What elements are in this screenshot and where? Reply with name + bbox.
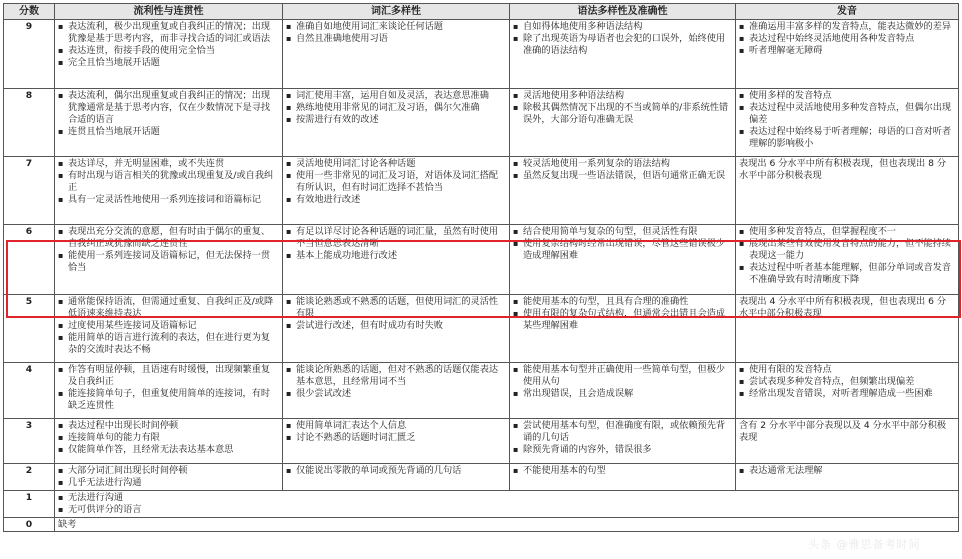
pronunciation-cell [736, 464, 959, 491]
header-pronunciation: 发音 [736, 4, 959, 20]
ielts-speaking-rubric-table [3, 3, 959, 532]
descriptor-item: ▪ 表达过程中始终易于听者理解；母语的口音对听者理解的影响极小 [739, 126, 955, 150]
grammar-cell [510, 20, 736, 89]
descriptor-item: ▪ 过度使用某些连接词及语篇标记 [58, 320, 279, 332]
fluency-cell [55, 20, 283, 89]
band-score: 7 [4, 157, 55, 225]
descriptor-item: ▪ 很少尝试改述 [286, 388, 506, 400]
fluency-cell [55, 225, 283, 295]
band-score: 8 [4, 89, 55, 157]
table-row [4, 464, 959, 491]
descriptor-item: ▪ 具有一定灵活性地使用一系列连接词和语篇标记 [58, 194, 279, 206]
header-row [4, 4, 959, 20]
merged-descriptor-cell [55, 491, 959, 518]
descriptor-item: ▪ 作答有明显停顿，且语速有时缓慢，出现频繁重复及自我纠正 [58, 364, 279, 388]
descriptor-item: ▪ 有效地进行改述 [286, 194, 506, 206]
descriptor-item: ▪ 几乎无法进行沟通 [58, 477, 279, 489]
descriptor-item: ▪ 能使用基本句型并正确使用一些简单句型，但极少使用从句 [513, 364, 732, 388]
header-score: 分数 [4, 4, 55, 20]
descriptor-item: ▪ 有时出现与语言相关的犹豫或出现重复及/或自我纠正 [58, 170, 279, 194]
descriptor-item: ▪ 讨论不熟悉的话题时词汇匮乏 [286, 432, 506, 444]
grammar-cell [510, 419, 736, 464]
table-row [4, 419, 959, 464]
descriptor-item: ▪ 尝试使用基本句型，但准确度有限，或依赖预先背诵的几句话 [513, 420, 732, 444]
lexical-cell [283, 20, 510, 89]
band-score: 5 [4, 295, 55, 363]
descriptor-item: ▪ 词汇使用丰富，运用自如及灵活，表达意思准确 [286, 90, 506, 102]
header-fluency: 流利性与连贯性 [55, 4, 283, 20]
descriptor-item: ▪ 使用一些非常见的词汇及习语，对语体及词汇搭配有所认识，但有时词汇选择不甚恰当 [286, 170, 506, 194]
descriptor-item: ▪ 能连接简单句子，但重复使用简单的连接词，有时缺乏连贯性 [58, 388, 279, 412]
descriptor-item: ▪ 表现出充分交流的意愿，但有时由于偶尔的重复、自我纠正或犹豫而缺乏连贯性 [58, 226, 279, 250]
fluency-cell [55, 295, 283, 363]
descriptor-item: ▪ 按需进行有效的改述 [286, 114, 506, 126]
fluency-cell [55, 89, 283, 157]
header-lexical: 词汇多样性 [283, 4, 510, 20]
table-row [4, 518, 959, 532]
fluency-cell [55, 363, 283, 419]
descriptor-text: 表现出 4 分水平中所有积极表现，但也表现出 6 分水平中部分积极表现 [739, 296, 947, 319]
table-row [4, 225, 959, 295]
fluency-cell [55, 419, 283, 464]
fluency-cell [55, 157, 283, 225]
descriptor-item: ▪ 灵活地使用多种语法结构 [513, 90, 732, 102]
fluency-cell [55, 464, 283, 491]
descriptor-item: ▪ 常出现错误，且会造成误解 [513, 388, 732, 400]
band-score: 4 [4, 363, 55, 419]
descriptor-item: ▪ 表达通常无法理解 [739, 465, 955, 477]
watermark: 头条 @雅思备考时间 [808, 538, 921, 551]
merged-descriptor-cell [55, 518, 959, 532]
descriptor-item: ▪ 有足以详尽讨论各种话题的词汇量，虽然有时使用不当但意思表达清晰 [286, 226, 506, 250]
lexical-cell [283, 419, 510, 464]
descriptor-item: ▪ 表达连贯，衔接手段的使用完全恰当 [58, 45, 279, 57]
descriptor-item: ▪ 使用复杂结构时经常出现错误，尽管这些错误极少造成理解困难 [513, 238, 732, 262]
descriptor-item: ▪ 连接简单句的能力有限 [58, 432, 279, 444]
grammar-cell [510, 295, 736, 363]
descriptor-item: ▪ 表达流利，偶尔出现重复或自我纠正的情况；出现犹豫通常是基于思考内容，仅在少数情况下是寻找合适的语言 [58, 90, 279, 126]
descriptor-item: ▪ 准确运用丰富多样的发音特点，能表达微妙的差异 [739, 21, 955, 33]
descriptor-item: ▪ 无法进行沟通 [58, 492, 955, 504]
descriptor-item: ▪ 除极其偶然情况下出现的不当或简单的/非系统性错误外，大部分语句准确无误 [513, 102, 732, 126]
grammar-cell [510, 89, 736, 157]
descriptor-item: ▪ 表达过程中始终灵活地使用各种发音特点 [739, 33, 955, 45]
descriptor-item: ▪ 除预先背诵的内容外，错误很多 [513, 444, 732, 456]
grammar-cell [510, 225, 736, 295]
pronunciation-cell [736, 419, 959, 464]
descriptor-item: ▪ 完全且恰当地展开话题 [58, 57, 279, 69]
band-score: 3 [4, 419, 55, 464]
table-row [4, 491, 959, 518]
descriptor-item: ▪ 能使用基本的句型，且具有合理的准确性 [513, 296, 732, 308]
band-score: 2 [4, 464, 55, 491]
descriptor-text: 缺考 [58, 519, 77, 530]
descriptor-item: ▪ 准确自如地使用词汇来谈论任何话题 [286, 21, 506, 33]
descriptor-item: ▪ 仅能简单作答，且经常无法表达基本意思 [58, 444, 279, 456]
lexical-cell [283, 157, 510, 225]
descriptor-item: ▪ 听者理解毫无障碍 [739, 45, 955, 57]
descriptor-item: ▪ 能用简单的语言进行流利的表达，但在进行更为复杂的交流时表达不畅 [58, 332, 279, 356]
pronunciation-cell [736, 225, 959, 295]
pronunciation-cell [736, 363, 959, 419]
descriptor-item: ▪ 表达详尽，并无明显困难，或不失连贯 [58, 158, 279, 170]
descriptor-item: ▪ 无可供评分的语言 [58, 504, 955, 516]
grammar-cell [510, 464, 736, 491]
grammar-cell [510, 363, 736, 419]
descriptor-item: ▪ 尝试表现多种发音特点，但频繁出现偏差 [739, 376, 955, 388]
lexical-cell [283, 295, 510, 363]
descriptor-item: ▪ 使用有限的发音特点 [739, 364, 955, 376]
descriptor-item: ▪ 表达过程中出现长时间停顿 [58, 420, 279, 432]
descriptor-item: ▪ 表达过程中听者基本能理解，但部分单词或音发音不准确导致有时清晰度下降 [739, 262, 955, 286]
descriptor-item: ▪ 基本上能成功地进行改述 [286, 250, 506, 262]
lexical-cell [283, 363, 510, 419]
table-row [4, 89, 959, 157]
descriptor-item: ▪ 使用有限的复杂句式结构，但通常会出错且会造成某些理解困难 [513, 308, 732, 332]
table-row [4, 295, 959, 363]
descriptor-item: ▪ 自如得体地使用多种语法结构 [513, 21, 732, 33]
descriptor-item: ▪ 灵活地使用词汇讨论各种话题 [286, 158, 506, 170]
descriptor-item: ▪ 除了出现英语为母语者也会犯的口误外，始终使用准确的语法结构 [513, 33, 732, 57]
descriptor-item: ▪ 使用多样的发音特点 [739, 90, 955, 102]
descriptor-item: ▪ 尝试进行改述，但有时成功有时失败 [286, 320, 506, 332]
descriptor-text: 表现出 6 分水平中所有积极表现，但也表现出 8 分水平中部分积极表现 [739, 158, 947, 181]
descriptor-item: ▪ 使用多种发音特点，但掌握程度不一 [739, 226, 955, 238]
descriptor-item: ▪ 通常能保持语流，但需通过重复、自我纠正及/或降低语速来维持表达 [58, 296, 279, 320]
table-row [4, 20, 959, 89]
descriptor-item: ▪ 经常出现发音错误，对听者理解造成一些困难 [739, 388, 955, 400]
descriptor-text: 含有 2 分水平中部分表现以及 4 分水平中部分积极表现 [739, 420, 947, 443]
pronunciation-cell [736, 89, 959, 157]
lexical-cell [283, 464, 510, 491]
descriptor-item: ▪ 不能使用基本的句型 [513, 465, 732, 477]
descriptor-item: ▪ 仅能说出零散的单词或预先背诵的几句话 [286, 465, 506, 477]
lexical-cell [283, 225, 510, 295]
table-row [4, 157, 959, 225]
band-score: 9 [4, 20, 55, 89]
band-score: 6 [4, 225, 55, 295]
descriptor-item: ▪ 使用简单词汇表达个人信息 [286, 420, 506, 432]
header-grammar: 语法多样性及准确性 [510, 4, 736, 20]
descriptor-item: ▪ 连贯且恰当地展开话题 [58, 126, 279, 138]
descriptor-item: ▪ 能使用一系列连接词及语篇标记，但无法保持一贯恰当 [58, 250, 279, 274]
descriptor-item: ▪ 结合使用简单与复杂的句型，但灵活性有限 [513, 226, 732, 238]
descriptor-item: ▪ 虽然反复出现一些语法错误，但语句通常正确无误 [513, 170, 732, 182]
band-score: 0 [4, 518, 55, 532]
descriptor-item: ▪ 能谈论熟悉或不熟悉的话题，但使用词汇的灵活性有限 [286, 296, 506, 320]
lexical-cell [283, 89, 510, 157]
descriptor-item: ▪ 较灵活地使用一系列复杂的语法结构 [513, 158, 732, 170]
pronunciation-cell [736, 295, 959, 363]
descriptor-item: ▪ 自然且准确地使用习语 [286, 33, 506, 45]
pronunciation-cell [736, 20, 959, 89]
descriptor-item: ▪ 能谈论所熟悉的话题，但对不熟悉的话题仅能表达基本意思，且经常用词不当 [286, 364, 506, 388]
descriptor-item: ▪ 熟练地使用非常见的词汇及习语，偶尔欠准确 [286, 102, 506, 114]
descriptor-item: ▪ 表达过程中灵活地使用多种发音特点，但偶尔出现偏差 [739, 102, 955, 126]
grammar-cell [510, 157, 736, 225]
table-row [4, 363, 959, 419]
pronunciation-cell [736, 157, 959, 225]
descriptor-item: ▪ 表达流利，极少出现重复或自我纠正的情况；出现犹豫是基于思考内容，而非寻找合适的词汇或语法 [58, 21, 279, 45]
band-score: 1 [4, 491, 55, 518]
descriptor-item: ▪ 大部分词汇间出现长时间停顿 [58, 465, 279, 477]
descriptor-item: ▪ 展现出某些有效使用发音特点的能力，但不能持续表现这一能力 [739, 238, 955, 262]
